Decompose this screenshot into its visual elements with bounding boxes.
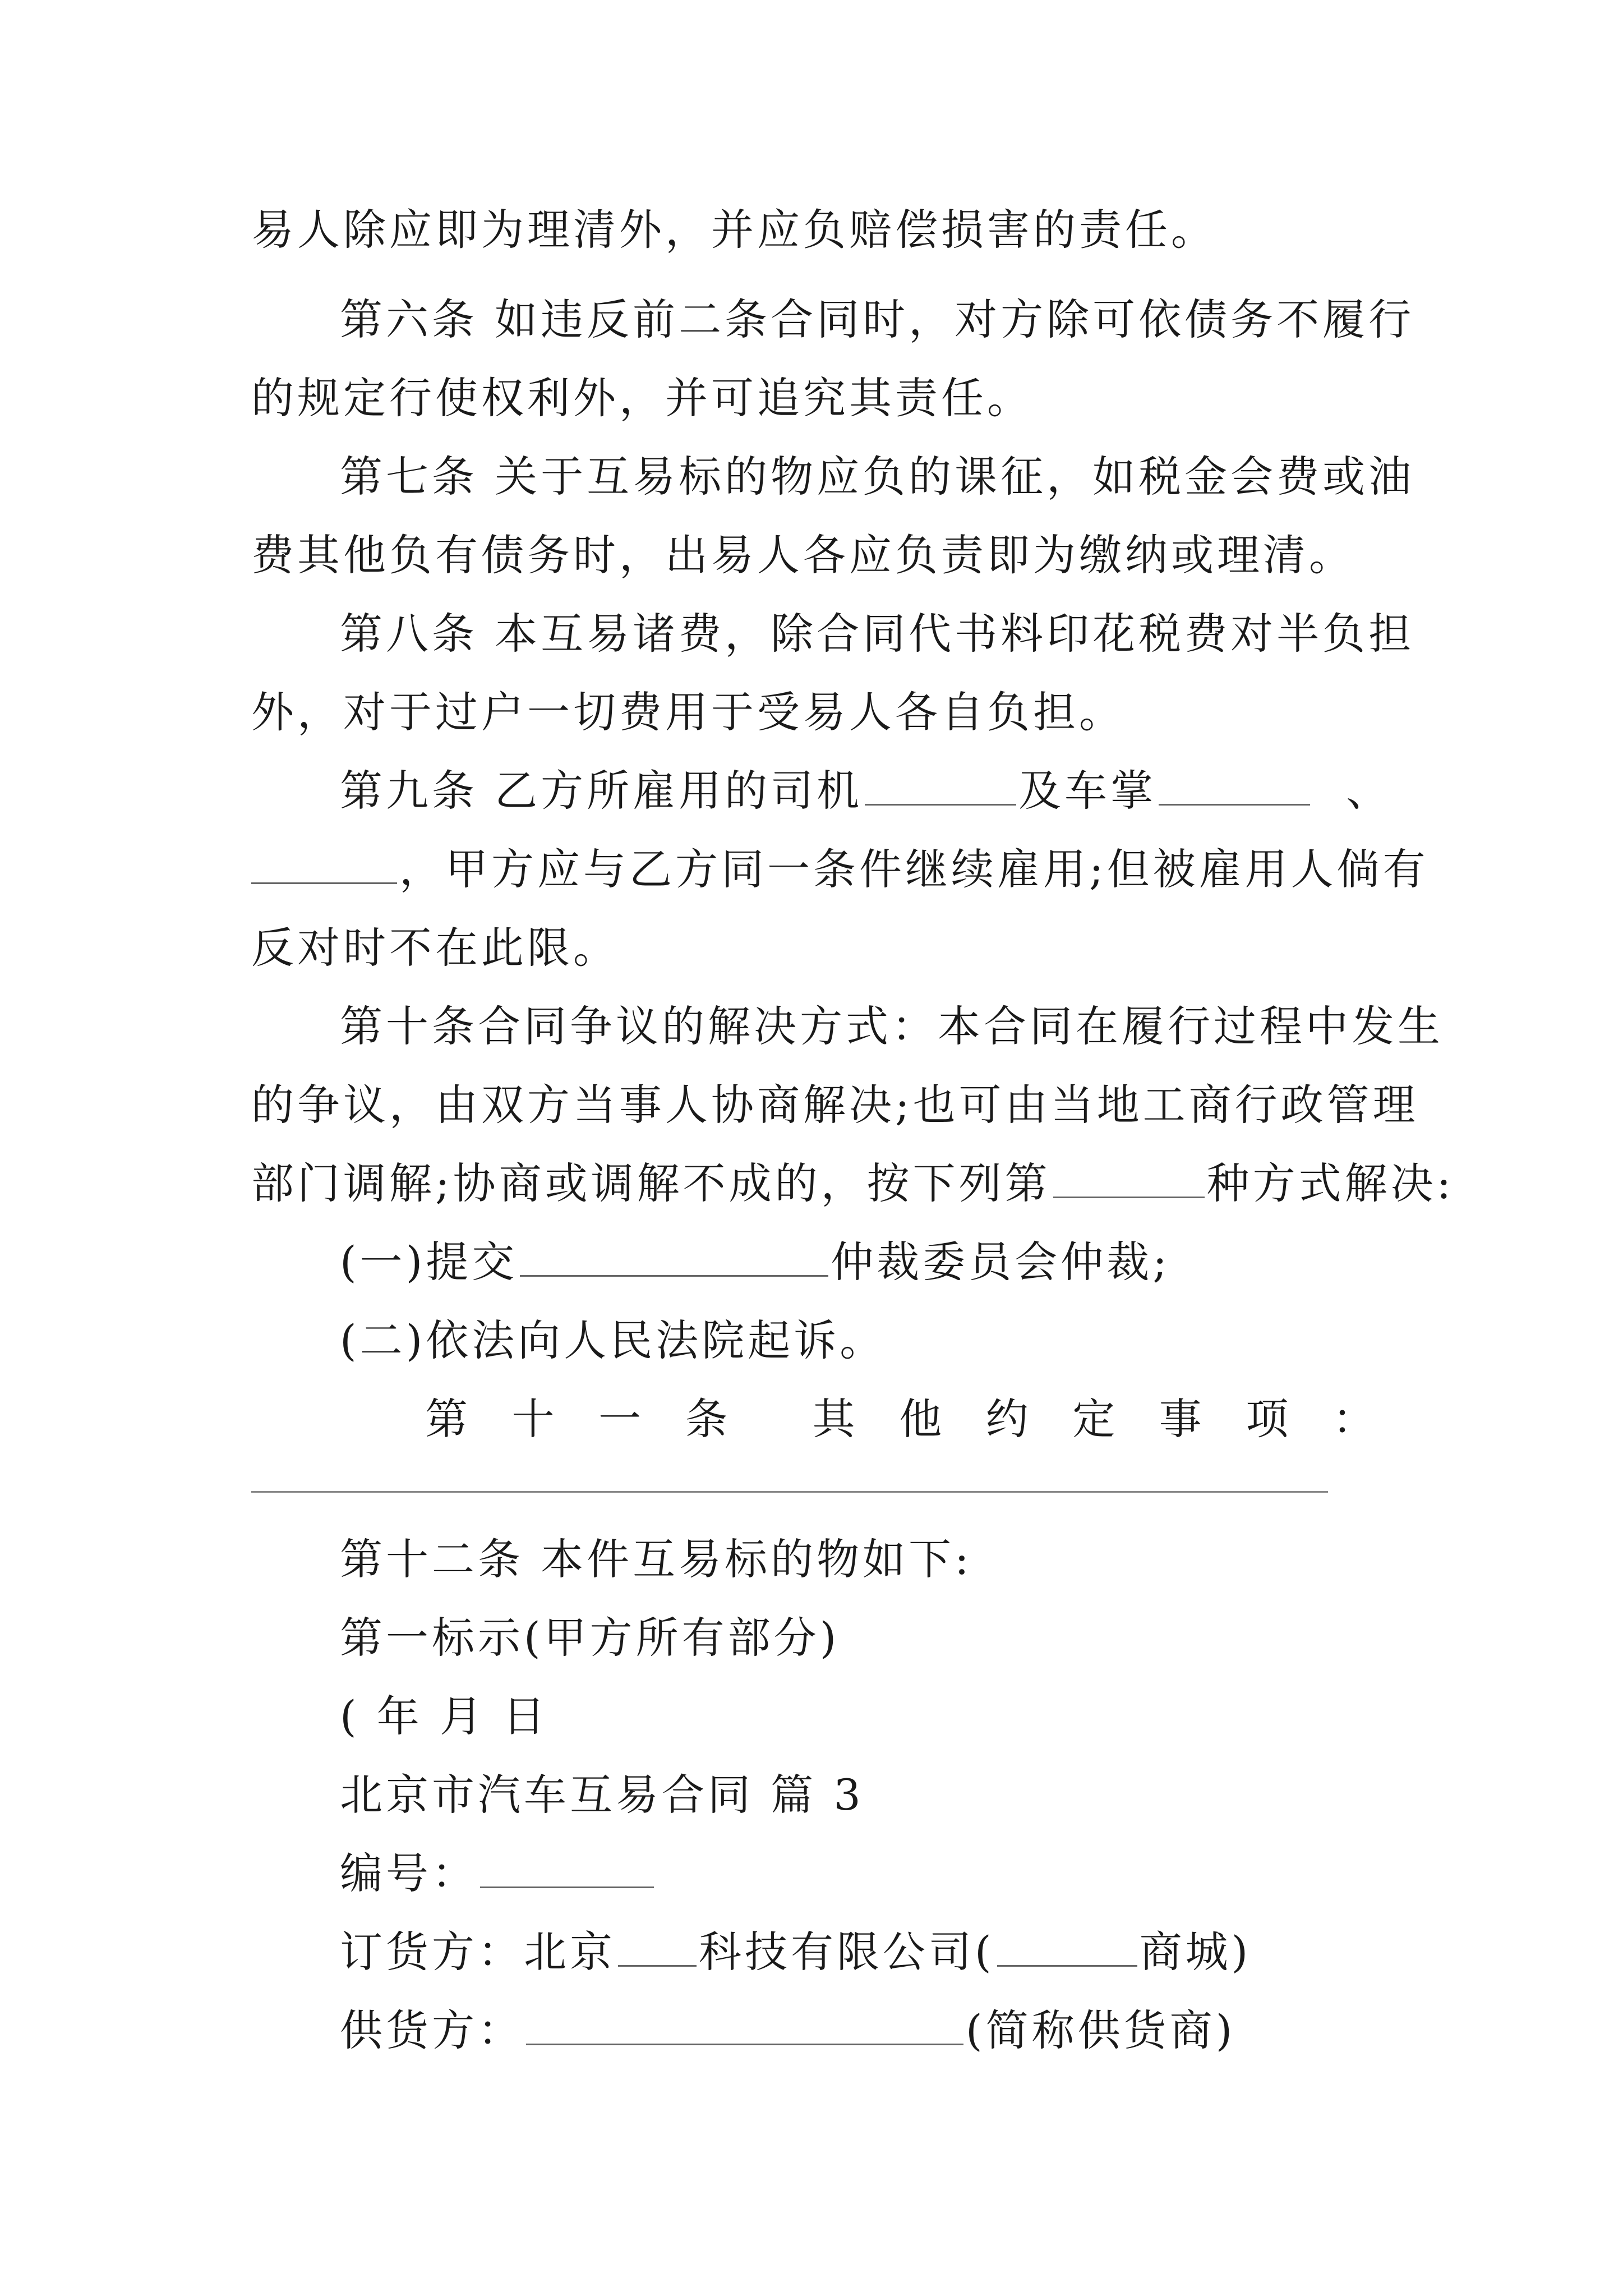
article-11-char: 事 — [1159, 1394, 1205, 1444]
article-11 — [425, 1391, 1378, 1447]
buyer-label: 订货方：北京 — [340, 1927, 616, 1977]
article-11-char: 一 — [598, 1394, 645, 1444]
article-11-char: 约 — [985, 1394, 1032, 1444]
date-line: ( 年 月 日 — [340, 1691, 549, 1741]
article-9-text: 第九条 乙方所雇用的司机 — [340, 766, 863, 816]
text-line: 费其他负有债务时，出易人各应负责即为缴纳或理清。 — [251, 530, 1355, 580]
other-matters-blank — [251, 1491, 1328, 1493]
article-8: 第八条 本互易诸费，除合同代书料印花税费对半负担 — [340, 609, 1415, 659]
mall-blank — [997, 1926, 1137, 1967]
driver-blank — [865, 765, 1016, 806]
article-12: 第十二条 本件互易标的物如下: — [340, 1534, 972, 1584]
text-line — [251, 841, 1429, 898]
article-11-char: 其 — [812, 1394, 859, 1444]
option-1-end: 仲裁委员会仲裁; — [831, 1237, 1170, 1287]
buyer-name-blank — [618, 1926, 697, 1967]
number-blank — [480, 1847, 654, 1888]
mark-1: 第一标示(甲方所有部分) — [340, 1613, 840, 1663]
option-1-text: (一)提交 — [340, 1237, 518, 1287]
buyer-company: 科技有限公司( — [699, 1927, 995, 1977]
section-title: 北京市汽车互易合同 篇 3 — [340, 1770, 864, 1820]
article-9 — [340, 763, 1484, 819]
text-line: 外，对于过户一切费用于受易人各自负担。 — [251, 687, 1125, 737]
text-line: 的争议，由双方当事人协商解决;也可由当地工商行政管理 — [251, 1080, 1419, 1130]
article-11-char: 定 — [1072, 1394, 1119, 1444]
buyer-mall: 商城) — [1139, 1927, 1252, 1977]
supplier-blank — [526, 2004, 963, 2045]
supplier-label: 供货方： — [340, 2005, 524, 2055]
article-11-char: ： — [1332, 1394, 1378, 1444]
text-line: 易人除应即为理清外，并应负赔偿损害的责任。 — [251, 205, 1217, 255]
text-line: 反对时不在此限。 — [251, 923, 619, 973]
article-11-char: 他 — [899, 1394, 946, 1444]
text-line — [251, 1156, 1455, 1212]
comma-mark: 、 — [1346, 766, 1393, 816]
article-6: 第六条 如违反前二条合同时，对方除可依债务不履行 — [340, 295, 1415, 344]
number-field — [340, 1846, 1484, 1902]
number-label: 编号： — [340, 1848, 478, 1898]
supplier-abbr: (简称供货商) — [966, 2005, 1236, 2055]
supplier-field — [340, 2003, 1484, 2059]
text-line: 的规定行使权利外，并可追究其责任。 — [251, 373, 1033, 423]
article-9-cont: ，甲方应与乙方同一条件继续雇用;但被雇用人倘有 — [399, 844, 1429, 894]
conductor2-blank — [251, 843, 397, 884]
article-11-char: 第 — [425, 1394, 471, 1444]
article-10: 第十条合同争议的解决方式：本合同在履行过程中发生 — [340, 1001, 1444, 1051]
arbitration-blank — [520, 1236, 828, 1277]
article-11-char: 十 — [511, 1394, 558, 1444]
article-10-cont: 部门调解;协商或调解不成的，按下列第 — [251, 1158, 1051, 1208]
article-11-char: 条 — [685, 1394, 731, 1444]
conductor-blank — [1159, 765, 1310, 806]
option-1 — [340, 1234, 1484, 1290]
conductor-label: 及车掌 — [1018, 766, 1157, 816]
option-2: (二)依法向人民法院起诉。 — [340, 1315, 886, 1365]
article-11-char: 项 — [1246, 1394, 1292, 1444]
article-10-end: 种方式解决: — [1206, 1158, 1455, 1208]
buyer-field — [340, 1924, 1484, 1980]
article-7: 第七条 关于互易标的物应负的课征，如税金会费或油 — [340, 452, 1415, 501]
method-blank — [1053, 1157, 1205, 1198]
